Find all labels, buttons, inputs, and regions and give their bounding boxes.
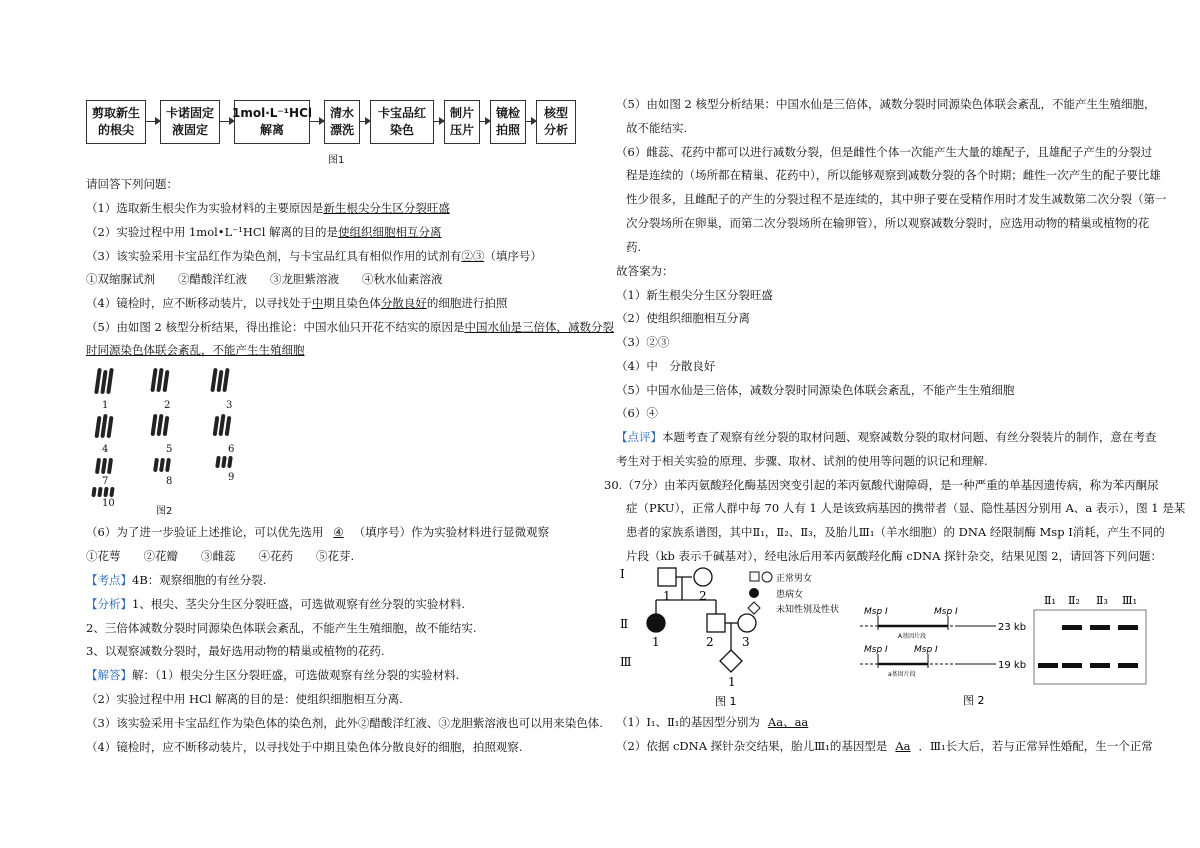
flow-step-7 [490,100,526,144]
fenxi-3: 3、以观察减数分裂时，最好选用动物的精巢或植物的花药. [86,644,385,658]
karyotype-label: 2 [164,400,171,411]
unknown-symbol [720,650,742,672]
section-text: 4B：观察细胞的有丝分裂. [132,573,267,587]
lane-label: Ⅱ₂ [1068,594,1080,607]
question-5 [86,319,614,335]
flow-step-4 [324,100,360,144]
fragment-label: A基因片段 [898,633,927,640]
flow-arrow [480,121,490,122]
size-label: 23 kb [998,622,1027,633]
kaodian [86,572,266,588]
answer-5-text: （5）由如图 2 核型分析结果：中国水仙是三倍体，减数分裂时同源染色体联会紊乱，不能产生生殖细胞， [616,97,1156,111]
jieda-4: （4）镜检时，应不断移动装片，以寻找处于中期且染色体分散良好的细胞，拍照观察. [86,740,523,754]
lane-label: Ⅱ₁ [1044,594,1056,607]
gel-panel [1034,610,1146,684]
flow-step-text: 漂洗 [329,123,354,137]
section-tag: 【考点】 [86,573,132,587]
sub-question-2 [616,738,1153,754]
karyotype-label: 3 [226,400,233,411]
msp-label: Msp Ⅰ [864,645,888,655]
chromosome-group [212,368,230,395]
gel-band [1118,625,1138,630]
gel-band [1062,625,1082,630]
final-answer-3: （3）②③ [616,335,670,349]
flow-step-text: 压片 [449,123,474,137]
individual-number: 2 [706,635,714,649]
legend-diamond [748,602,760,614]
flow-step-text: 液固定 [171,123,208,137]
final-answer-1: （1）新生根尖分生区分裂旺盛 [616,288,773,302]
question-30-4: 片段（kb 表示千碱基对），经电泳后用苯丙氨酸羟化酶 cDNA 探针杂交，结果见图 2，请回答下列问题： [626,549,1163,563]
chromosome-group [214,414,232,439]
question-30-2: 症（PKU），正常人群中每 70 人有 1 人是该致病基因的携带者（显、隐性基因分别用 A、a 表示），图 1 是某 [626,501,1186,515]
individual-number: 1 [652,635,660,649]
final-answer-5: （5）中国水仙是三倍体，减数分裂时同源染色体联会紊乱，不能产生生殖细胞 [616,383,1015,397]
question-30: 30.（7分）由苯丙氨酸羟化酶基因突变引起的苯丙氨酸代谢障碍，是一种严重的单基因遗传病，称为苯丙酮尿 [604,478,1159,492]
question-6 [86,524,549,540]
flow-step-text: 卡诺固定 [165,106,214,120]
karyotype-label: 9 [228,472,235,483]
section-text: 解：（1）根尖分生区分裂旺盛，可选做观察有丝分裂的实验材料. [132,668,460,682]
chromosome-group [96,414,114,441]
chromosome-group [154,458,172,475]
question-text: ．Ⅲ₁长大后，若与正常异性婚配，生一个正常 [918,739,1153,753]
flow-arrow [434,121,444,122]
msp-label: Msp Ⅰ [934,607,958,617]
figure-caption: 图1 [328,155,345,166]
figure-caption: 图 2 [963,694,985,707]
karyotype-label: 7 [102,476,109,487]
question-6-options: ①花萼 ②花瓣 ③雌蕊 ④花药 ⑤花芽. [86,549,355,563]
answer-6-text-2: 程是连续的（场所都在精巢、花药中），所以能够观察到减数分裂的各个时期；雌性一次产生的配子要比雄 [626,168,1161,182]
section-text: 本题考查了观察有丝分裂的取材问题、观察减数分裂的取材问题、有丝分裂装片的制作，意在考查 [662,430,1157,444]
male-symbol [658,568,676,586]
answer-blank: 使组织细胞相互分离 [338,225,442,239]
section-tag: 【分析】 [86,597,132,611]
question-text: （5）由如图 2 核型分析结果，得出推论：中国水仙只开花不结实的原因是 [86,320,465,334]
flow-step-2 [160,100,220,144]
section-text: 1、根尖、茎尖分生区分裂旺盛，可选做观察有丝分裂的实验材料. [132,597,465,611]
msp-label: Msp Ⅰ [864,607,888,617]
individual-number: 1 [728,675,736,689]
flow-step-5 [370,100,434,144]
fenxi [86,596,465,612]
generation-label: Ⅰ [620,567,625,581]
section-tag: 【解答】 [86,668,132,682]
flow-arrow [146,121,160,122]
final-answer-4: （4）中 分散良好 [616,359,716,373]
question-1 [86,200,450,216]
flow-step-text: 的根尖 [97,123,134,137]
legend-affected [749,588,759,598]
flow-step-text: 清水 [329,106,354,120]
answer-blank: Aa、aa [767,715,809,729]
dianping [616,429,1157,445]
flow-step-text: 制片 [449,106,474,120]
female-symbol [738,614,756,632]
final-answer-2: （2）使组织细胞相互分离 [616,311,750,325]
answer-blank: 分散良好 [380,296,427,310]
flow-step-text: 镜检 [495,106,520,120]
question-text: （6）为了进一步验证上述推论，可以优先选用 [86,525,324,539]
flow-step-text: 染色 [389,123,414,137]
lane-label: Ⅲ₁ [1122,594,1138,607]
karyotype-label: 5 [166,444,173,455]
flow-step-3 [234,100,310,144]
question-3 [86,248,542,264]
answer-6-text-4: 次分裂场所在卵巢，而第二次分裂场所在输卵管），所以观察减数分裂时，应选用动物的精巢或植物的花 [626,216,1150,230]
msp-label: Msp Ⅰ [914,645,938,655]
question-text: （4）镜检时，应不断移动装片，以寻找处于 [86,296,312,310]
question-text: 的细胞进行拍照 [426,296,508,310]
legend-square [750,572,759,581]
chromosome-group [152,414,170,439]
flow-step-text: 剪取新生 [91,106,140,120]
karyotype-label: 8 [166,476,173,487]
pedigree-chart [620,562,850,712]
answer-blank: 中国水仙是三倍体，减数分裂 [464,320,614,334]
final-answer-6: （6）④ [616,406,658,420]
question-text: （1）Ⅰ₁、Ⅱ₁的基因型分别为 [616,715,760,729]
legend-circle [762,572,772,582]
gel-figure [858,590,1148,710]
question-text: （3）该实验采用卡宝品红作为染色剂，与卡宝品红具有相似作用的试剂有 [86,249,462,263]
answer-6-text-5: 药. [626,240,642,254]
question-2 [86,224,442,240]
figure-caption: 图2 [156,506,173,517]
male-symbol [707,614,725,632]
answer-heading: 故答案为： [616,264,674,278]
individual-number: 3 [742,635,750,649]
flow-step-text: 卡宝品红 [377,106,426,120]
flow-step-text: 解离 [259,123,284,137]
answer-blank: 新生根尖分生区分裂旺盛 [323,201,450,215]
gel-band [1118,663,1138,668]
gel-band [1090,625,1110,630]
answer-blank: ④ [333,525,344,539]
flow-step-text: 分析 [543,123,568,137]
gel-band [1062,663,1082,668]
flow-step-text: 核型 [543,106,568,120]
flow-arrow [360,121,370,122]
female-symbol [694,568,712,586]
karyotype-label: 6 [228,444,235,455]
legend-text: 患病女 [776,590,804,600]
lane-label: Ⅱ₃ [1096,594,1108,607]
flow-step-8 [536,100,576,144]
legend-text: 正常男女 [776,574,813,584]
fragment-label: a基因片段 [888,671,916,678]
generation-label: Ⅲ [620,655,632,669]
flow-arrow [526,121,536,122]
section-tag: 【点评】 [616,430,662,444]
flow-step-1 [86,100,146,144]
answer-blank: ②③ [461,249,485,263]
jieda-3: （3）该实验采用卡宝品红作为染色体的染色剂，此外②醋酸洋红液、③龙胆紫溶液也可以用来染色体. [86,716,603,730]
gel-band [1090,663,1110,668]
question-text: （1）选取新生根尖作为实验材料的主要原因是 [86,201,324,215]
flowchart [86,100,586,146]
answer-blank: 中 [311,296,324,310]
jieda-2: （2）实验过程中用 HCl 解离的目的是：使组织细胞相互分离. [86,692,403,706]
chromosome-group [152,368,170,395]
figure-caption: 图 1 [715,695,737,708]
chromosome-group [216,456,234,471]
question-30-3: 患者的家族系谱图，其中Ⅱ₁，Ⅱ₂、Ⅱ₃，及胎儿Ⅲ₁（羊水细胞）的 DNA 经限制酶 Msp Ⅰ消耗，产生不同的 [626,525,1165,539]
intro-text: 请回答下列问题： [86,177,178,191]
legend-text: 未知性别及性状 [776,605,840,615]
flow-arrow [310,121,324,122]
question-text: （填序号） [484,249,542,263]
generation-label: Ⅱ [620,617,629,631]
question-5-cont [86,342,305,358]
answer-blank: Aa [895,739,911,753]
individual-number: 1 [663,589,671,603]
size-label: 19 kb [998,660,1027,671]
gel-band [1038,663,1058,668]
answer-blank: 时同源染色体联会紊乱，不能产生生殖细胞 [86,343,305,357]
question-text: （填序号）作为实验材料进行显微观察 [353,525,550,539]
karyotype-label: 4 [102,444,109,455]
affected-female-symbol [647,614,665,632]
individual-number: 2 [699,589,707,603]
flow-step-text: 拍照 [495,123,520,137]
question-4 [86,295,507,311]
question-3-options: ①双缩脲试剂 ②醋酸洋红液 ③龙胆紫溶液 ④秋水仙素溶液 [86,272,443,286]
question-text: 期且染色体 [323,296,381,310]
question-text: （2）实验过程中用 1mol•L⁻¹HCl 解离的目的是 [86,225,339,239]
flow-step-text: 1mol·L⁻¹HCl [232,106,312,120]
dianping-2: 考生对于相关实验的原理、步骤、取材、试剂的使用等问题的识记和理解. [616,454,988,468]
jieda [86,667,459,683]
sub-question-1 [616,714,816,730]
flow-step-6 [444,100,480,144]
answer-6-text: （6）雌蕊、花药中都可以进行减数分裂，但是雌性个体一次能产生大量的雄配子，且雄配子产生的分裂过 [616,145,1153,159]
karyotype-label: 1 [102,400,109,411]
chromosome-group [96,368,114,397]
question-text: （2）依据 cDNA 探针杂交结果，胎儿Ⅲ₁的基因型是 [616,739,888,753]
fenxi-2: 2、三倍体减数分裂时同源染色体联会紊乱，不能产生生殖细胞，故不能结实. [86,621,477,635]
answer-5-text-2: 故不能结实. [626,121,688,135]
answer-6-text-3: 性少很多，且雌配子的产生的分裂过程不是连续的，其中卵子要在受精作用时才发生减数第二次分裂（第一 [626,192,1167,206]
karyotype-label: 10 [102,498,115,509]
